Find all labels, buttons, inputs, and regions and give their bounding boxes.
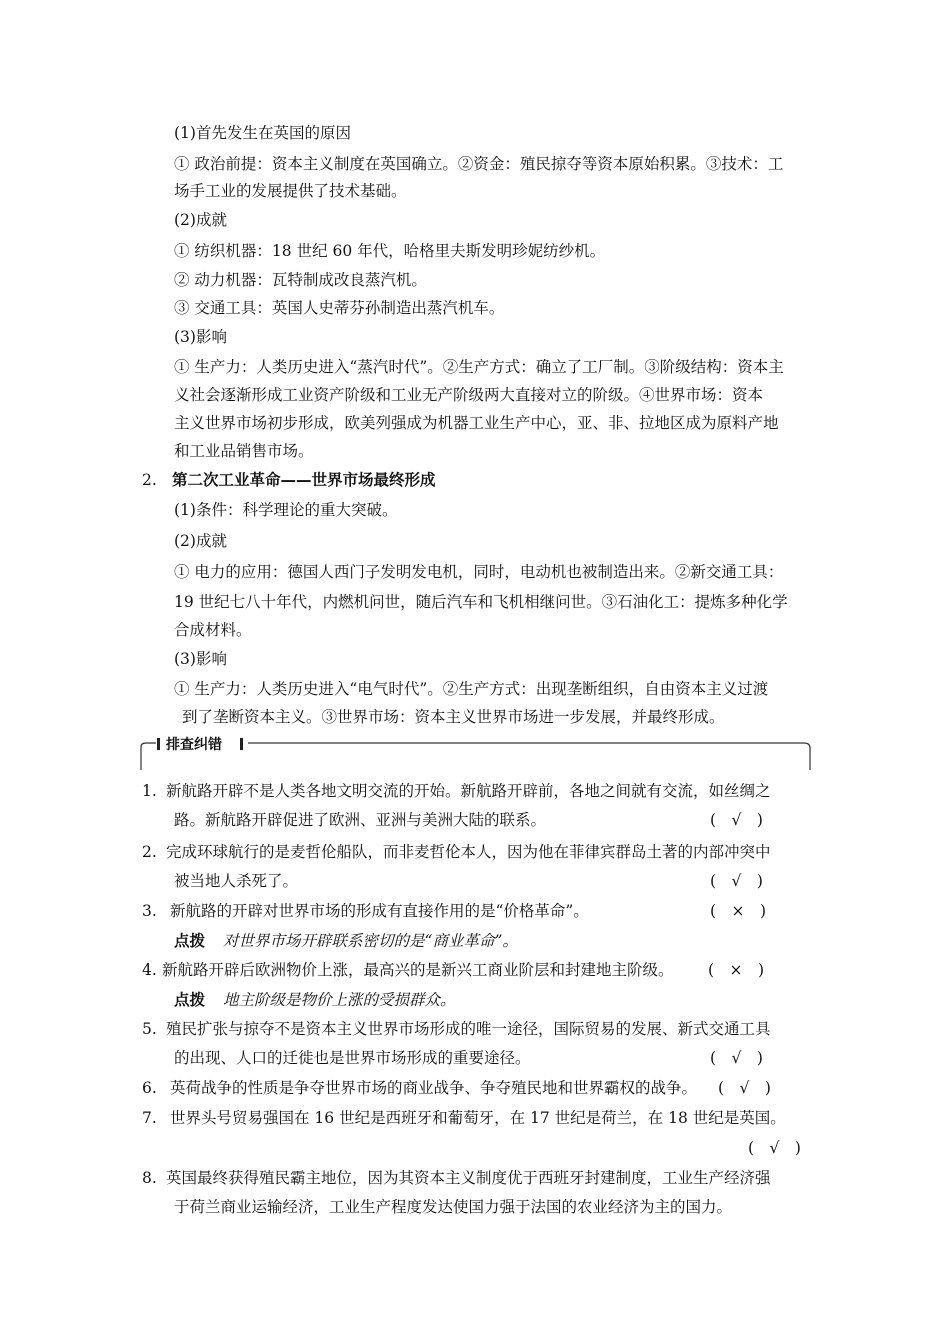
item-number: 4.	[142, 961, 157, 979]
item-line: 新航路开辟后欧洲物价上涨，最高兴的是新兴工商业阶层和封建地主阶级。	[162, 961, 674, 979]
item-line: 被当地人杀死了。	[174, 872, 299, 890]
impact-line: 主义世界市场初步形成，欧美列强成为机器工业生产中心，亚、非、拉地区成为原料产地	[174, 414, 779, 432]
item-line: 的出现、人口的迁徙也是世界市场形成的重要途径。	[174, 1049, 531, 1067]
achieve-title: (2)成就	[174, 211, 227, 229]
answer-mark: ( × )	[710, 902, 767, 920]
achieve-line: ① 纺织机器：18 世纪 60 年代，哈格里夫斯发明珍妮纺纱机。	[174, 242, 606, 260]
tip-line	[174, 931, 518, 951]
achieve-line: ② 动力机器：瓦特制成改良蒸汽机。	[174, 271, 427, 289]
tip-line	[174, 990, 456, 1010]
impact-line: 和工业品销售市场。	[174, 442, 314, 460]
impact-title: (3)影响	[174, 650, 227, 668]
impact-title: (3)影响	[174, 328, 227, 346]
item-line: 于荷兰商业运输经济，工业生产程度发达使国力强于法国的农业经济为主的国力。	[174, 1198, 733, 1216]
achieve-line: ① 电力的应用：德国人西门子发明发电机，同时，电动机也被制造出来。②新交通工具：	[174, 563, 784, 581]
item-number: 2.	[142, 843, 157, 861]
item-line: 英国最终获得殖民霸主地位，因为其资本主义制度优于西班牙封建制度，工业生产经济强	[166, 1169, 771, 1187]
impact-line: ① 生产力：人类历史进入“电气时代”。②生产方式：出现垄断组织，自由资本主义过渡	[174, 680, 769, 698]
item-line: 英荷战争的性质是争夺世界市场的商业战争、争夺殖民地和世界霸权的战争。	[170, 1079, 698, 1097]
achieve-title: (2)成就	[174, 532, 227, 550]
item-line: 新航路开辟不是人类各地文明交流的开始。新航路开辟前，各地之间就有交流，如丝绸之	[166, 782, 771, 800]
item-number: 3.	[142, 902, 157, 920]
banner-label: 排查纠错	[166, 737, 222, 753]
item-number: 5.	[142, 1020, 157, 1038]
item-number: 7.	[142, 1109, 157, 1127]
answer-mark: ( √ )	[748, 1139, 801, 1157]
item-number: 1.	[142, 782, 157, 800]
section-title: 第二次工业革命——世界市场最终形成	[172, 471, 436, 489]
condition-line: (1)条件：科学理论的重大突破。	[174, 501, 398, 519]
answer-mark: ( √ )	[710, 1049, 763, 1067]
item-line: 新航路的开辟对世界市场的形成有直接作用的是“价格革命”。	[170, 902, 589, 920]
reason-title: (1)首先发生在英国的原因	[174, 124, 351, 142]
impact-line: 到了垄断资本主义。③世界市场：资本主义世界市场进一步发展，并最终形成。	[182, 708, 725, 726]
section-banner	[140, 735, 812, 771]
answer-mark: ( √ )	[710, 872, 763, 890]
item-line: 路。新航路开辟促进了欧洲、亚洲与美洲大陆的联系。	[174, 811, 547, 829]
impact-line: 义社会逐渐形成工业资产阶级和工业无产阶级两大直接对立的阶级。④世界市场：资本	[174, 386, 764, 404]
tip-text: 地主阶级是物价上涨的受损群众。	[223, 991, 456, 1009]
item-line: 殖民扩张与掠夺不是资本主义世界市场形成的唯一途径，国际贸易的发展、新式交通工具	[166, 1020, 771, 1038]
tip-label: 点拨	[174, 991, 206, 1009]
answer-mark: ( × )	[708, 961, 765, 979]
tip-label: 点拨	[174, 932, 206, 950]
section-number: 2.	[142, 471, 157, 489]
achieve-line: 19 世纪七八十年代，内燃机问世，随后汽车和飞机相继问世。③石油化工：提炼多种化学	[174, 593, 788, 611]
achieve-line: ③ 交通工具：英国人史蒂芬孙制造出蒸汽机车。	[174, 299, 505, 317]
achieve-line: 合成材料。	[174, 621, 252, 639]
item-line: 世界头号贸易强国在 16 世纪是西班牙和葡萄牙，在 17 世纪是荷兰，在 18 世纪是英国。	[170, 1109, 786, 1127]
answer-mark: ( √ )	[710, 811, 763, 829]
reason-line: 场手工业的发展提供了技术基础。	[174, 182, 407, 200]
tip-text: 对世界市场开辟联系密切的是“商业革命”。	[223, 932, 518, 950]
answer-mark: ( √ )	[718, 1079, 771, 1097]
item-line: 完成环球航行的是麦哲伦船队，而非麦哲伦本人，因为他在菲律宾群岛土著的内部冲突中	[166, 843, 771, 861]
impact-line: ① 生产力：人类历史进入“蒸汽时代”。②生产方式：确立了工厂制。③阶级结构：资本主	[174, 358, 784, 376]
reason-line: ① 政治前提：资本主义制度在英国确立。②资金：殖民掠夺等资本原始积累。③技术：工	[174, 155, 784, 173]
item-number: 6.	[142, 1079, 157, 1097]
item-number: 8.	[142, 1169, 157, 1187]
